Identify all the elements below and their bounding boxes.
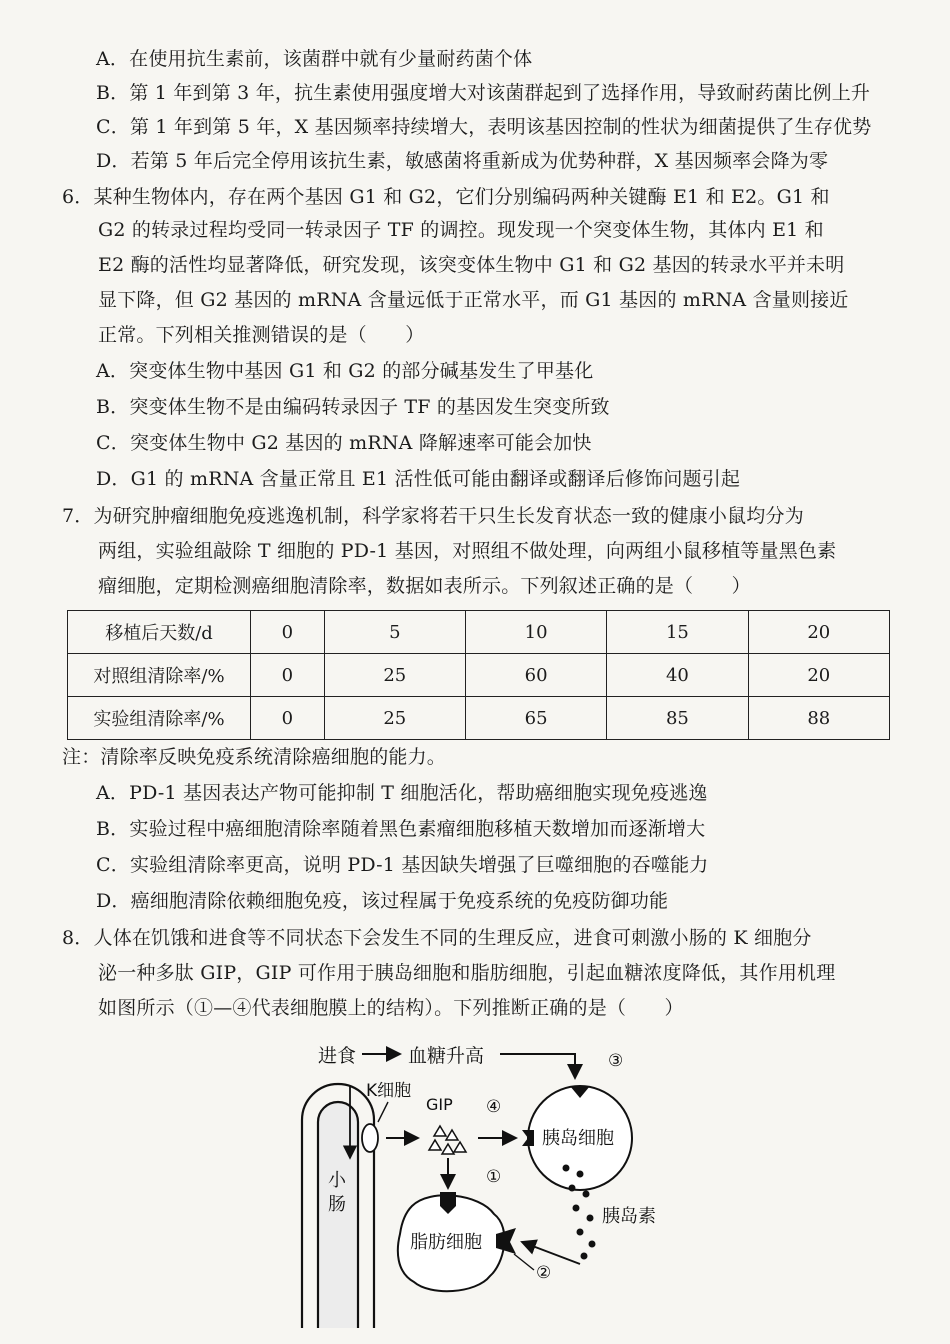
q6-stem-line: E2 酶的活性均显著降低，研究发现，该突变体生物中 G1 和 G2 基因的转录水平并未明: [98, 254, 845, 276]
leader-line: [514, 1254, 534, 1270]
q8-stem-line: 如图所示（①—④代表细胞膜上的结构）。下列推断正确的是（ ）: [98, 997, 684, 1019]
q7-stem-line: 两组，实验组敲除 T 细胞的 PD-1 基因，对照组不做处理，向两组小鼠移植等量黑色素: [98, 540, 837, 562]
q8-stem-line: 泌一种多肽 GIP，GIP 可作用于胰岛细胞和脂肪细胞，引起血糖浓度降低，其作用机理: [98, 962, 836, 984]
q5-option-b: B．第 1 年到第 3 年，抗生素使用强度增大对该菌群起到了选择作用，导致耐药菌比例上升: [96, 82, 871, 104]
q6-stem-line: 6．某种生物体内，存在两个基因 G1 和 G2，它们分别编码两种关键酶 E1 和 E2。G1 和: [62, 186, 830, 208]
glucose-label: 血糖升高: [408, 1045, 485, 1067]
table-cell: 0: [251, 654, 325, 697]
q7-option-c: C．实验组清除率更高，说明 PD-1 基因缺失增强了巨噬细胞的吞噬能力: [96, 854, 709, 876]
row-header: 移植后天数/d: [68, 611, 251, 654]
q5-option-c: C．第 1 年到第 5 年，X 基因频率持续增大，表明该基因控制的性状为细菌提供了生存优势: [96, 116, 872, 138]
gip-molecules: [429, 1126, 466, 1154]
table-cell: 25: [324, 697, 465, 740]
q7-option-b: B．实验过程中癌细胞清除率随着黑色素瘤细胞移植天数增加而逐渐增大: [96, 818, 706, 840]
q7-option-d: D．癌细胞清除依赖细胞免疫，该过程属于免疫系统的免疫防御功能: [96, 890, 669, 912]
marker-2: ②: [536, 1263, 552, 1283]
table-cell: 60: [465, 654, 606, 697]
table-row: [68, 611, 890, 654]
table-cell: 40: [607, 654, 748, 697]
eat-label: 进食: [318, 1045, 357, 1067]
arrow: [522, 1242, 580, 1264]
row-header: 对照组清除率/%: [68, 654, 251, 697]
q6-option-d: D．G1 的 mRNA 含量正常且 E1 活性低可能由翻译或翻译后修饰问题引起: [96, 468, 741, 490]
intestine-label-1: 小: [328, 1170, 346, 1191]
table-cell: 20: [748, 611, 889, 654]
q7-stem-line: 瘤细胞，定期检测癌细胞清除率，数据如表所示。下列叙述正确的是（ ）: [98, 575, 751, 597]
marker-1: ①: [486, 1167, 502, 1187]
clearance-rate-table: [67, 610, 890, 740]
leader-line: [378, 1102, 388, 1122]
intestine-label-2: 肠: [328, 1194, 346, 1215]
table-cell: 85: [607, 697, 748, 740]
q7-note: 注：清除率反映免疫系统清除癌细胞的能力。: [62, 746, 447, 768]
receptor-4: [522, 1130, 534, 1146]
table-cell: 65: [465, 697, 606, 740]
marker-3: ③: [608, 1051, 624, 1071]
kcell-shape: [362, 1124, 378, 1152]
q6-option-c: C．突变体生物中 G2 基因的 mRNA 降解速率可能会加快: [96, 432, 592, 454]
table-cell: 15: [607, 611, 748, 654]
islet-label: 胰岛细胞: [542, 1128, 614, 1149]
gip-label: GIP: [426, 1095, 453, 1114]
q6-stem-line: 正常。下列相关推测错误的是（ ）: [98, 324, 425, 346]
table-cell: 88: [748, 697, 889, 740]
table-cell: 25: [324, 654, 465, 697]
q7-stem-line: 7．为研究肿瘤细胞免疫逃逸机制，科学家将若干只生长发育状态一致的健康小鼠均分为: [62, 505, 804, 527]
q8-stem-line: 8．人体在饥饿和进食等不同状态下会发生不同的生理反应，进食可刺激小肠的 K 细胞分: [62, 927, 812, 949]
q6-option-b: B．突变体生物不是由编码转录因子 TF 的基因发生突变所致: [96, 396, 610, 418]
table-cell: 5: [324, 611, 465, 654]
table-row: [68, 697, 890, 740]
kcell-label: K细胞: [366, 1081, 412, 1101]
gip-mechanism-diagram: [290, 1038, 690, 1338]
table-cell: 20: [748, 654, 889, 697]
q5-option-d: D．若第 5 年后完全停用该抗生素，敏感菌将重新成为优势种群，X 基因频率会降为零: [96, 150, 829, 172]
fat-label: 脂肪细胞: [410, 1232, 482, 1253]
insulin-label: 胰岛素: [602, 1206, 656, 1227]
table-cell: 0: [251, 611, 325, 654]
q5-option-a: A．在使用抗生素前，该菌群中就有少量耐药菌个体: [96, 48, 533, 70]
table-cell: 10: [465, 611, 606, 654]
q6-stem-line: 显下降，但 G2 基因的 mRNA 含量远低于正常水平，而 G1 基因的 mRNA 含量则接近: [98, 289, 849, 311]
table-row: [68, 654, 890, 697]
table-cell: 0: [251, 697, 325, 740]
q7-option-a: A．PD-1 基因表达产物可能抑制 T 细胞活化，帮助癌细胞实现免疫逃逸: [96, 782, 708, 804]
row-header: 实验组清除率/%: [68, 697, 251, 740]
intestine-inner: [318, 1102, 358, 1328]
q6-option-a: A．突变体生物中基因 G1 和 G2 的部分碱基发生了甲基化: [96, 360, 594, 382]
marker-4: ④: [486, 1097, 502, 1117]
arrow: [500, 1054, 575, 1078]
q6-stem-line: G2 的转录过程均受同一转录因子 TF 的调控。现发现一个突变体生物，其体内 E1 和: [98, 219, 824, 241]
